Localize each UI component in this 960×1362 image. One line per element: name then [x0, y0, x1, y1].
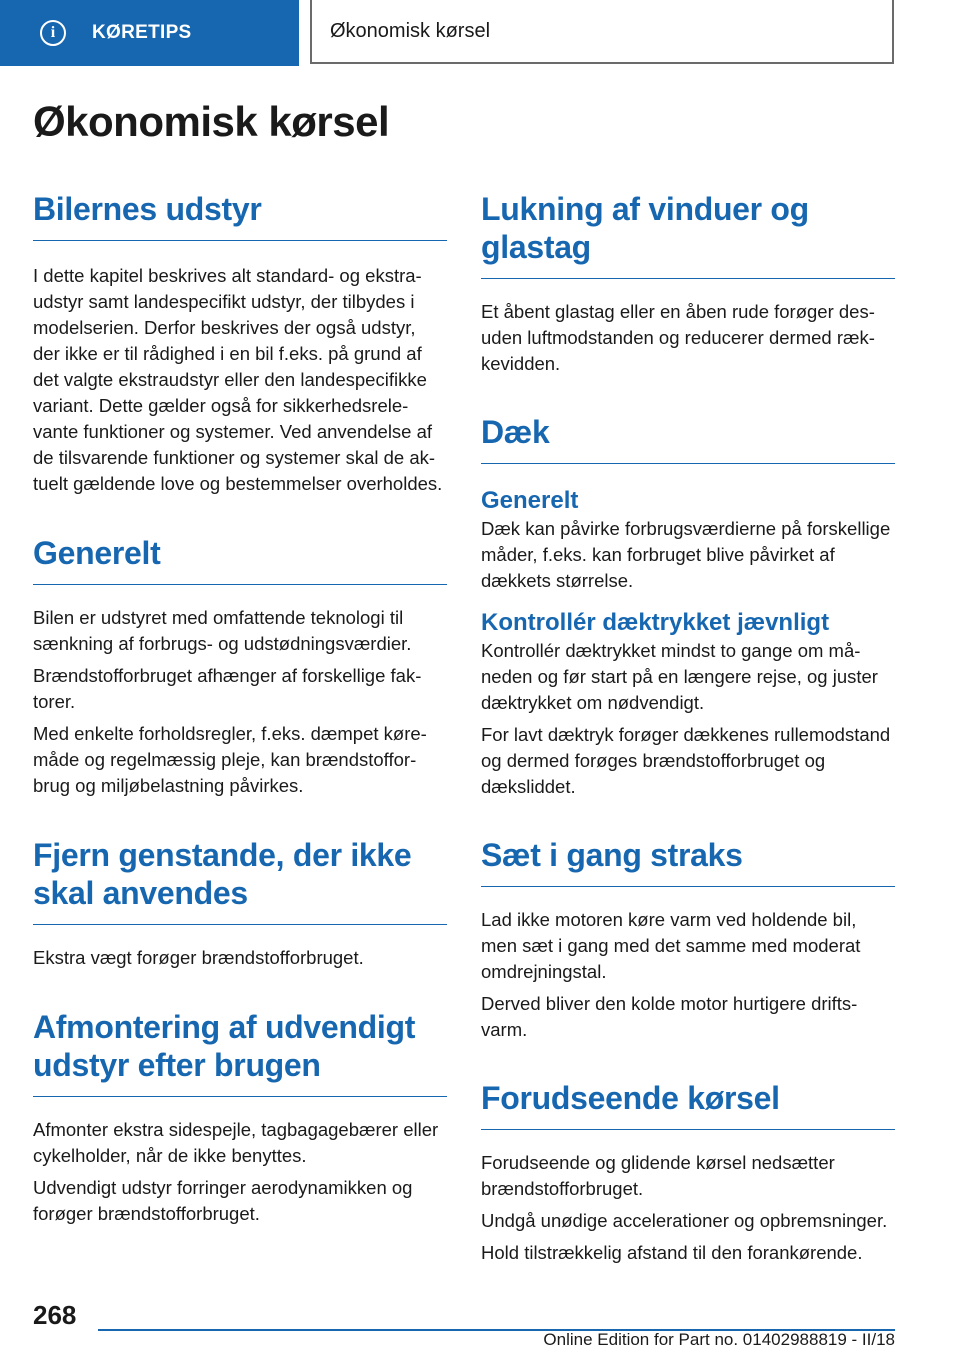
right-column	[481, 190, 895, 1266]
heading-fjern-genstande: Fjern genstande, der ikke skal anvendes	[33, 836, 447, 925]
breadcrumb: Økonomisk kørsel	[310, 0, 894, 64]
section-label: KØRETIPS	[92, 22, 192, 43]
paragraph: Ekstra vægt forøger brændstofforbruget.	[33, 947, 364, 968]
footer-edition-text: Online Edition for Part no. 01402988819 - II/18	[543, 1330, 895, 1349]
paragraph: Kontrollér dæktrykket mindst to gange om måneden og før start på en længere rejse, og juster dæktrykket om nødvendigt.	[481, 640, 878, 713]
section-tab[interactable]	[0, 0, 299, 66]
heading-afmontering: Afmontering af udvendigt udstyr efter brugen	[33, 1008, 447, 1097]
paragraph: Et åbent glastag eller en åben rude forøger desuden luftmodstanden og reducerer dermed rækkevidden.	[481, 301, 875, 374]
paragraph: Hold tilstrækkelig afstand til den forankørende.	[481, 1242, 863, 1263]
paragraph: Brændstofforbruget afhænger af forskellige faktorer.	[33, 665, 422, 712]
left-column	[33, 190, 447, 1227]
paragraph: Forudseende og glidende kørsel nedsætter brændstofforbruget.	[481, 1152, 835, 1199]
heading-lukning: Lukning af vinduer og glastag	[481, 190, 895, 279]
page-title: Økonomisk kørsel	[33, 98, 390, 145]
page-number: 268	[33, 1300, 77, 1330]
heading-daek: Dæk	[481, 413, 895, 464]
heading-generelt: Generelt	[33, 534, 447, 585]
paragraph: I dette kapitel beskrives alt standard- og ekstraudstyr samt landespecifikt udstyr, der tilbydes i modelserien. Derfor beskrives der også udstyr, der ikke er til rådighed i en bil f.eks. på grund af det valgte ekstraudstyr eller den landespecifikke variant. Dette gælder også for sikkerhedsrelevante funktioner og systemer. Ved anvendelse af de tilsvarende funktioner og systemer skal de aktuelt gældende love og bestemmelser overholdes.	[33, 265, 443, 494]
heading-saet-i-gang: Sæt i gang straks	[481, 836, 895, 887]
paragraph: Udvendigt udstyr forringer aerodynamikken og forøger brændstofforbruget.	[33, 1177, 413, 1224]
heading-forudseende: Forudseende kørsel	[481, 1079, 895, 1130]
paragraph: Bilen er udstyret med omfattende teknologi til sænkning af forbrugs- og udstødningsværdier.	[33, 607, 412, 654]
paragraph: Undgå unødige accelerationer og opbremsninger.	[481, 1210, 888, 1231]
paragraph: Med enkelte forholdsregler, f.eks. dæmpet køremåde og regelmæssig pleje, kan brændstofforbrug og miljøbelastning påvirkes.	[33, 723, 427, 796]
paragraph: Lad ikke motoren køre varm ved holdende bil, men sæt i gang med det samme med moderat omdrejningstal.	[481, 909, 861, 982]
subheading-kontroller: Kontrollér dæktrykket jævnligt	[481, 609, 830, 636]
subheading-generelt: Generelt	[481, 487, 579, 514]
paragraph: For lavt dæktryk forøger dækkenes rullemodstand og dermed forøges brændstofforbruget og dæksliddet.	[481, 724, 891, 797]
paragraph: Derved bliver den kolde motor hurtigere driftsvarm.	[481, 993, 858, 1040]
paragraph: Afmonter ekstra sidespejle, tagbagagebærer eller cykelholder, når de ikke benyttes.	[33, 1119, 439, 1166]
paragraph: Dæk kan påvirke forbrugsværdierne på forskellige måder, f.eks. kan forbruget blive påvirket af dækkets størrelse.	[481, 518, 891, 591]
heading-bilernes-udstyr: Bilernes udstyr	[33, 190, 447, 241]
info-icon: i	[40, 20, 66, 46]
